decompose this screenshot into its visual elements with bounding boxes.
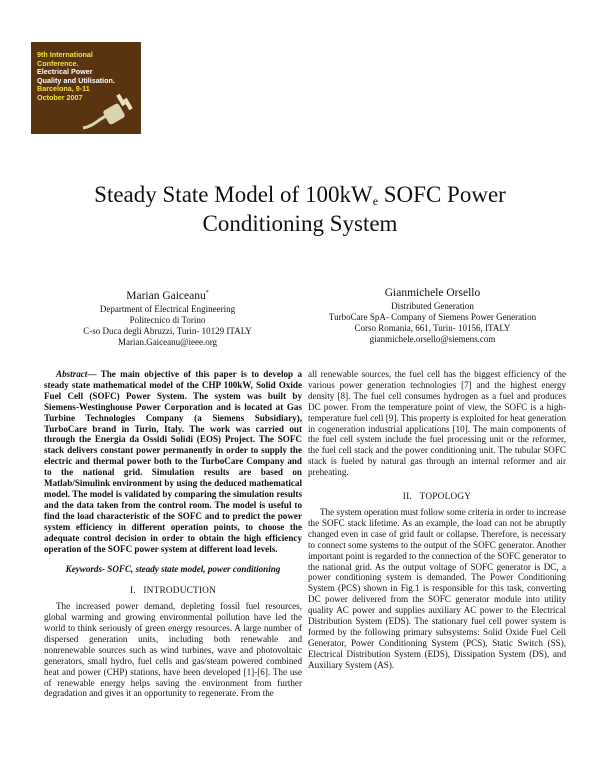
author-name: Gianmichele Orsello — [384, 287, 481, 299]
logo-line: Conference. — [37, 58, 79, 68]
topology-paragraph: The system operation must follow some criteria in order to increase the SOFC stack lifetime. As an example, the load can not be abruptly changed even in case of grid fault or collapse. Therefore, is necessary to connect some systems to the output of the SOFC generator. Another important point is regarded to the connection of the SOFC generator to the national grid. As the output voltage of SOFC generator is DC, a power conditioning system is demanded. The Power Conditioning System (PCS) shown in Fig.1 is responsible for this task, converting DC power delivered from the SOFC generator module into utility quality AC power and supplies auxiliary AC power to the Electrical Distribution System (EDS). The stationary fuel cell power system is formed by the following primary subsystems: Solid Oxide Fuel Cell Generator, Power Conditioning System (PCS), Static Switch (SS), Electrical Distribution System (EDS), Dissipation System (DS), and Auxiliary System (AS). — [308, 506, 566, 670]
section-number: I. — [129, 586, 136, 597]
section-heading-topology — [308, 492, 566, 503]
introduction-continued-paragraph: all renewable sources, the fuel cell has the biggest efficiency of the various power generation technologies [7] and the highest energy density [8]. The fuel cell consumes hydrogen as a fuel and produces DC power. From the temperature point of view, the SOFC is a high-temperature fuel cell [9]. This property is exploited for heat generation in cogeneration industrial applications [10]. The main components of the fuel cell system include the fuel processing unit or the reformer, the fuel cell stack and the power conditioning unit. The tubular SOFC stack is fueled by natural gas through an internal reformer and air preheating. — [308, 369, 566, 478]
title-subscript: e — [372, 194, 379, 208]
author-email: Marian.Gaiceanu@ieee.org — [117, 336, 218, 347]
section-title-rest: NTRODUCTION — [146, 586, 217, 597]
logo-line: Barcelona, 9-11 — [37, 84, 90, 94]
introduction-paragraph: The increased power demand, depleting fossil fuel resources, global warming and growing environmental pollution have led the world to think seriously of green energy resources. A large number of dispersed generation units, including both renewable and nonrenewable sources such as wind turbines, wave and photovoltaic generators, small hydro, fuel cells and gas/steam powered combined heat and power (CHP) stations, have been developed [1]-[6]. The use of renewable energy helps saving the environment from further degradation and gives it an opportunity to regenerate. From the — [44, 601, 302, 699]
author-mark: * — [205, 290, 209, 296]
author-affiliation: Distributed Generation — [391, 301, 474, 311]
right-column — [308, 369, 566, 671]
section-initial: T — [419, 492, 426, 503]
section-heading-introduction — [44, 586, 302, 597]
conference-logo — [31, 42, 141, 134]
author-name — [40, 286, 295, 303]
logo-line: October 2007 — [37, 92, 83, 102]
abstract-label: Abstract — [56, 369, 88, 379]
abstract — [44, 369, 302, 554]
title-part-2: SOFC Power Conditioning System — [202, 182, 506, 236]
title-part-1: Steady State Model of 100kW — [94, 182, 373, 207]
author-block-2 — [305, 286, 560, 345]
logo-line: Quality and Utilisation. — [37, 75, 115, 85]
author-block-1 — [40, 286, 295, 348]
paper-title — [40, 180, 560, 238]
abstract-text: — The main objective of this paper is to develop a steady state mathematical model of the CHP 100kW, Solid Oxide Fuel Cell (SOFC) Power System. The system was built by Siemens-Westinghouse Power Corporation and is located at Gas Turbine Technologies Company (a Siemens Subsidiary), TurboCare brand in Turin, Italy. The work was carried out through the Energia da Ossidi Solidi (EOS) Project. The SOFC stack delivers constant power permanently in order to supply the electric and thermal power both to the TurboCare Company and to the national grid. Simulation results are based on Matlab/Simulink environment by using the deduced mathematical model. The model is validated by comparing the simulation results and the data taken from the control room. The model is useful to find the load characteristic of the SOFC and to predict the power system efficiency in different operation points, to choose the adequate control decision in order to obtain the high efficiency operation of the SOFC power system at different load levels. — [44, 369, 302, 554]
left-column — [44, 369, 302, 699]
author-name-text: Marian Gaiceanu — [126, 289, 206, 302]
section-title-rest: OPOLOGY — [425, 492, 472, 503]
keywords — [44, 564, 302, 575]
author-email: gianmichele.orsello@siemens.com — [369, 334, 496, 344]
author-address: Corso Romania, 661, Turin- 10156, ITALY — [354, 323, 511, 333]
power-plug-icon — [81, 88, 141, 134]
keywords-label: Keywords — [65, 564, 102, 575]
author-affiliation: Politecnico di Torino — [129, 314, 206, 325]
keywords-text: - SOFC, steady state model, power conditioning — [102, 564, 281, 575]
author-address: C-so Duca degli Abruzzi, Turin- 10129 ITALY — [83, 325, 252, 336]
section-number: II. — [402, 492, 412, 503]
section-initial: I — [143, 586, 147, 597]
logo-line: Electrical Power — [37, 67, 93, 77]
author-affiliation: Department of Electrical Engineering — [99, 303, 236, 314]
logo-line: 9th International — [37, 50, 93, 59]
author-affiliation: TurboCare SpA- Company of Siemens Power Generation — [328, 312, 537, 322]
